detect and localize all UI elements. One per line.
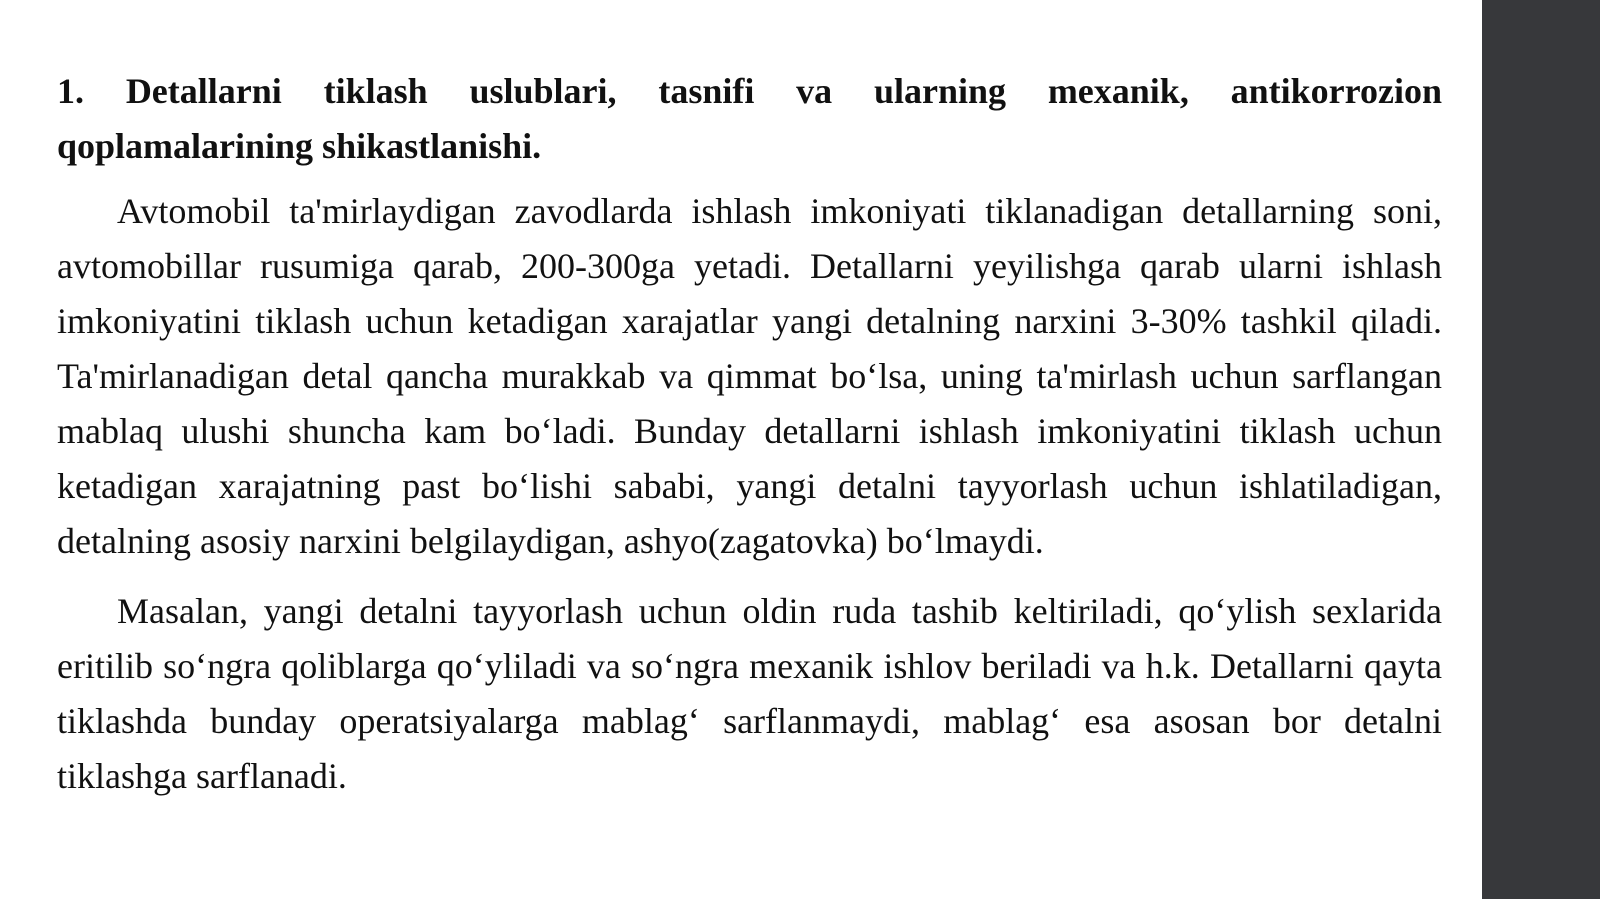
section-heading: 1. Detallarni tiklash uslublari, tasnifi va ularning mexanik, antikorrozion qoplamalarining shikastlanishi. [57,71,1442,166]
document-body [57,64,1442,819]
paragraph-1: Avtomobil ta'mirlaydigan zavodlarda ishlash imkoniyati tiklanadigan detallarning soni, avtomobillar rusumiga qarab, 200-300ga yetadi. Detallarni yeyilishga qarab ularni ishlash imkoniyatini tiklash uchun ketadigan xarajatlar yangi detalning narxini 3-30% tashkil qiladi. Ta'mirlanadigan detal qancha murakkab va qimmat bo‘lsa, uning ta'mirlash uchun sarflangan mablaq ulushi shuncha kam bo‘ladi. Bunday detallarni ishlash imkoniyatini tiklash uchun ketadigan xarajatning past bo‘lishi sababi, yangi detalni tayyorlash uchun ishlatiladigan, detalning asosiy narxini belgilaydigan, ashyo(zagatovka) bo‘lmaydi. [57,191,1442,561]
paragraph-2: Masalan, yangi detalni tayyorlash uchun oldin ruda tashib keltiriladi, qo‘ylish sexlarida eritilib so‘ngra qoliblarga qo‘yliladi va so‘ngra mexanik ishlov beriladi va h.k. Detallarni qayta tiklashda bunday operatsiyalarga mablag‘ sarflanmaydi, mablag‘ esa asosan bor detalni tiklashga sarflanadi. [57,591,1442,796]
right-side-bar [1482,0,1600,899]
